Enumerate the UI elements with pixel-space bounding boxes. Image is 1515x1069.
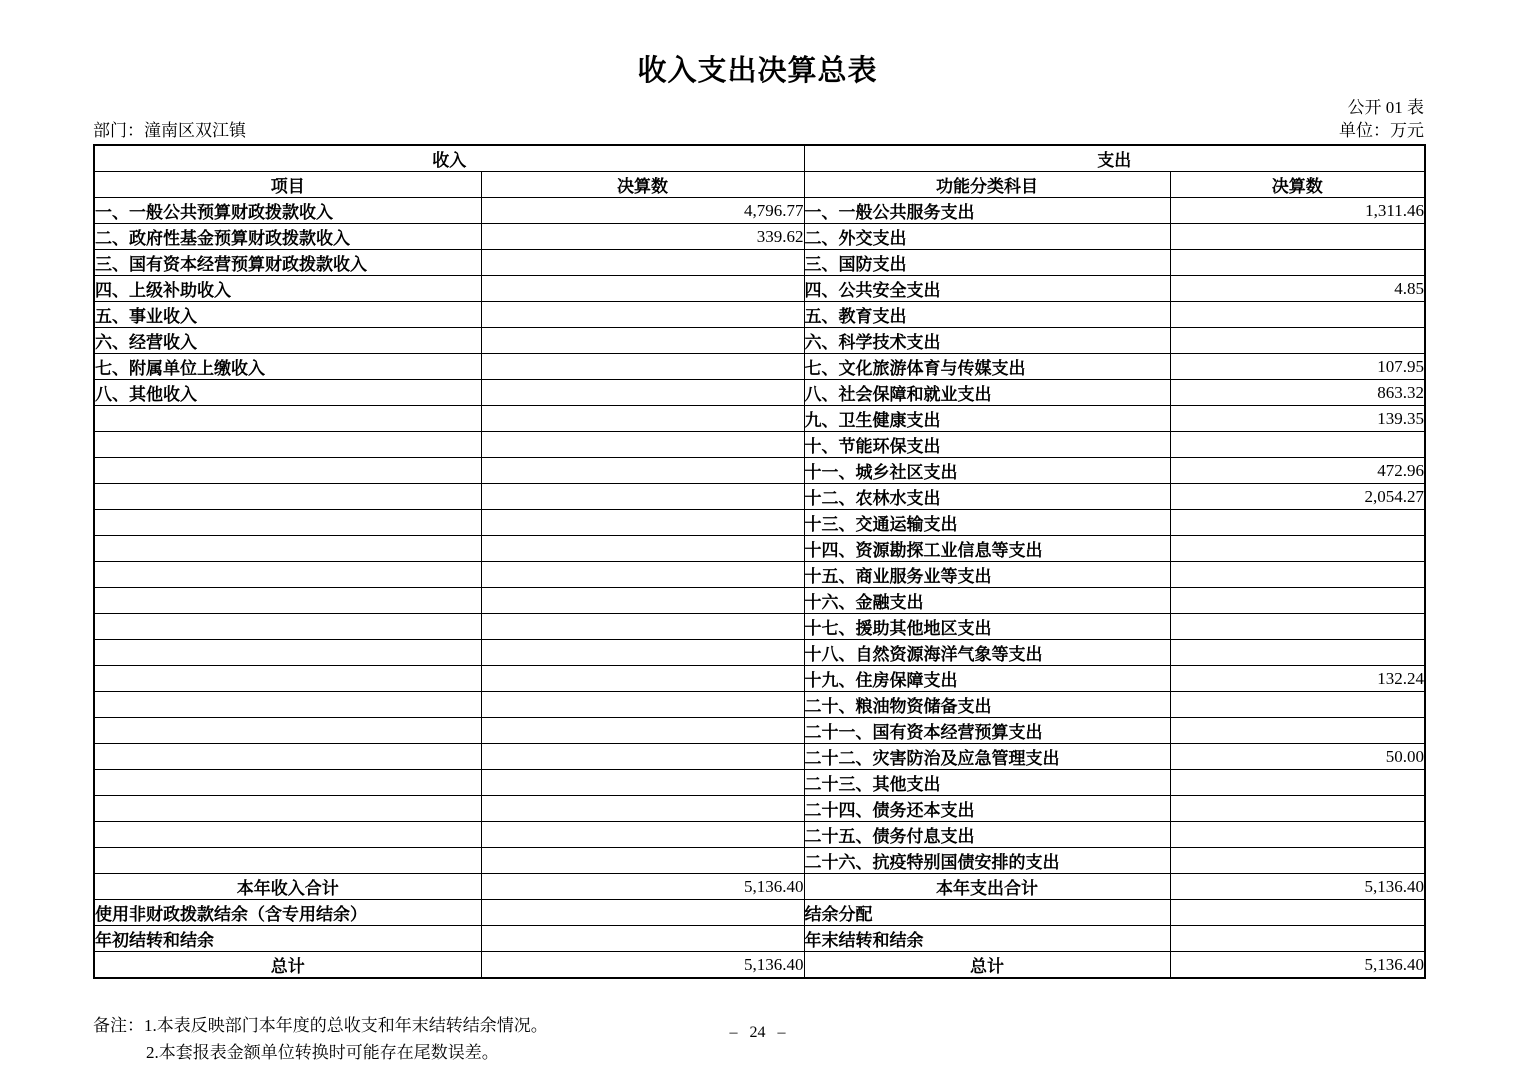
expense-value-cell — [1170, 770, 1425, 796]
expense-item-cell: 五、教育支出 — [804, 302, 1170, 328]
summary-row — [94, 952, 1425, 979]
income-value-cell — [481, 536, 804, 562]
expense-value-cell: 4.85 — [1170, 276, 1425, 302]
income-item-cell: 六、经营收入 — [94, 328, 481, 354]
income-item-cell: 七、附属单位上缴收入 — [94, 354, 481, 380]
table-row — [94, 640, 1425, 666]
table-row — [94, 796, 1425, 822]
expense-value-cell: 139.35 — [1170, 406, 1425, 432]
income-value-cell — [481, 744, 804, 770]
expense-value-cell — [1170, 614, 1425, 640]
expense-item-cell: 年末结转和结余 — [804, 926, 1170, 952]
expense-item-cell: 十九、住房保障支出 — [804, 666, 1170, 692]
expense-value-cell — [1170, 536, 1425, 562]
income-value-cell — [481, 692, 804, 718]
note-text-1: 1.本表反映部门本年度的总收支和年末结转结余情况。 — [144, 1016, 548, 1035]
income-value-cell — [481, 380, 804, 406]
expense-item-cell: 九、卫生健康支出 — [804, 406, 1170, 432]
income-item-cell — [94, 406, 481, 432]
expense-item-cell: 十五、商业服务业等支出 — [804, 562, 1170, 588]
table-row — [94, 224, 1425, 250]
summary-row — [94, 874, 1425, 900]
income-value-cell — [481, 250, 804, 276]
income-item-cell — [94, 796, 481, 822]
expense-item-cell: 二、外交支出 — [804, 224, 1170, 250]
column-header-income-item: 项目 — [94, 172, 481, 198]
expense-value-cell — [1170, 224, 1425, 250]
expense-value-cell — [1170, 796, 1425, 822]
expense-item-cell: 二十四、债务还本支出 — [804, 796, 1170, 822]
expense-item-cell: 三、国防支出 — [804, 250, 1170, 276]
table-row — [94, 614, 1425, 640]
expense-item-cell: 二十三、其他支出 — [804, 770, 1170, 796]
expense-item-cell: 二十、粮油物资储备支出 — [804, 692, 1170, 718]
expense-value-cell — [1170, 822, 1425, 848]
table-row — [94, 562, 1425, 588]
income-value-cell — [481, 770, 804, 796]
income-value-cell — [481, 588, 804, 614]
expense-value-cell — [1170, 562, 1425, 588]
table-row — [94, 666, 1425, 692]
table-row — [94, 250, 1425, 276]
expense-item-cell: 本年支出合计 — [804, 874, 1170, 900]
income-value-cell: 5,136.40 — [481, 952, 804, 979]
income-value-cell: 339.62 — [481, 224, 804, 250]
income-value-cell — [481, 822, 804, 848]
table-row — [94, 354, 1425, 380]
income-section-header: 收入 — [94, 145, 804, 172]
income-value-cell — [481, 432, 804, 458]
table-row — [94, 822, 1425, 848]
expense-item-cell: 二十五、债务付息支出 — [804, 822, 1170, 848]
expense-value-cell — [1170, 848, 1425, 874]
table-row — [94, 432, 1425, 458]
expense-item-cell: 十六、金融支出 — [804, 588, 1170, 614]
table-row — [94, 276, 1425, 302]
expense-value-cell — [1170, 510, 1425, 536]
table-row — [94, 718, 1425, 744]
expense-item-cell: 二十六、抗疫特别国债安排的支出 — [804, 848, 1170, 874]
income-value-cell — [481, 640, 804, 666]
expense-value-cell — [1170, 692, 1425, 718]
column-header-expense-function: 功能分类科目 — [804, 172, 1170, 198]
expense-value-cell: 107.95 — [1170, 354, 1425, 380]
expense-item-cell: 七、文化旅游体育与传媒支出 — [804, 354, 1170, 380]
table-row — [94, 458, 1425, 484]
table-row — [94, 328, 1425, 354]
income-value-cell — [481, 848, 804, 874]
income-value-cell — [481, 458, 804, 484]
expenditure-section-header: 支出 — [804, 145, 1425, 172]
income-item-cell — [94, 614, 481, 640]
table-row — [94, 692, 1425, 718]
expense-item-cell: 结余分配 — [804, 900, 1170, 926]
expense-value-cell — [1170, 588, 1425, 614]
income-item-cell: 一、一般公共预算财政拨款收入 — [94, 198, 481, 224]
income-item-cell — [94, 770, 481, 796]
expense-item-cell: 八、社会保障和就业支出 — [804, 380, 1170, 406]
income-item-cell: 四、上级补助收入 — [94, 276, 481, 302]
summary-row — [94, 900, 1425, 926]
table-row — [94, 536, 1425, 562]
expense-item-cell: 十三、交通运输支出 — [804, 510, 1170, 536]
expense-value-cell: 132.24 — [1170, 666, 1425, 692]
expense-item-cell: 十八、自然资源海洋气象等支出 — [804, 640, 1170, 666]
income-item-cell — [94, 822, 481, 848]
expense-item-cell: 四、公共安全支出 — [804, 276, 1170, 302]
income-expenditure-table — [93, 144, 1426, 979]
table-row — [94, 744, 1425, 770]
income-item-cell: 年初结转和结余 — [94, 926, 481, 952]
column-header-income-amount: 决算数 — [481, 172, 804, 198]
income-item-cell — [94, 510, 481, 536]
income-item-cell: 总计 — [94, 952, 481, 979]
expense-item-cell: 十、节能环保支出 — [804, 432, 1170, 458]
page-number: – 24 – — [729, 1024, 786, 1041]
expense-value-cell — [1170, 718, 1425, 744]
income-item-cell — [94, 536, 481, 562]
income-value-cell — [481, 926, 804, 952]
expense-item-cell: 十二、农林水支出 — [804, 484, 1170, 510]
note-line — [93, 1039, 1424, 1066]
expense-value-cell: 1,311.46 — [1170, 198, 1425, 224]
income-value-cell — [481, 302, 804, 328]
income-item-cell: 二、政府性基金预算财政拨款收入 — [94, 224, 481, 250]
income-value-cell — [481, 666, 804, 692]
expense-item-cell: 二十一、国有资本经营预算支出 — [804, 718, 1170, 744]
table-row — [94, 848, 1425, 874]
column-header-expense-amount: 决算数 — [1170, 172, 1425, 198]
column-header-row — [94, 172, 1425, 198]
income-item-cell — [94, 562, 481, 588]
note-text-2: 2.本套报表金额单位转换时可能存在尾数误差。 — [146, 1043, 499, 1062]
table-row — [94, 484, 1425, 510]
income-item-cell — [94, 848, 481, 874]
expense-value-cell: 2,054.27 — [1170, 484, 1425, 510]
income-value-cell — [481, 796, 804, 822]
unit-label: 单位：万元 — [1339, 121, 1424, 140]
department-label: 部门：潼南区双江镇 — [93, 121, 246, 140]
income-value-cell — [481, 718, 804, 744]
page-title: 收入支出决算总表 — [637, 55, 878, 87]
income-value-cell — [481, 510, 804, 536]
table-row — [94, 406, 1425, 432]
expense-item-cell: 一、一般公共服务支出 — [804, 198, 1170, 224]
income-value-cell — [481, 562, 804, 588]
table-row — [94, 302, 1425, 328]
income-item-cell — [94, 718, 481, 744]
income-item-cell — [94, 458, 481, 484]
table-code-label: 公开 01 表 — [1347, 98, 1424, 117]
expense-value-cell — [1170, 432, 1425, 458]
income-item-cell — [94, 692, 481, 718]
section-header-row — [94, 145, 1425, 172]
expense-value-cell: 863.32 — [1170, 380, 1425, 406]
expense-value-cell — [1170, 302, 1425, 328]
expense-value-cell: 5,136.40 — [1170, 952, 1425, 979]
expense-value-cell — [1170, 900, 1425, 926]
notes-label: 备注： — [93, 1016, 144, 1035]
income-value-cell: 4,796.77 — [481, 198, 804, 224]
expense-item-cell: 十一、城乡社区支出 — [804, 458, 1170, 484]
expense-item-cell: 六、科学技术支出 — [804, 328, 1170, 354]
table-row — [94, 510, 1425, 536]
income-item-cell: 本年收入合计 — [94, 874, 481, 900]
income-item-cell — [94, 666, 481, 692]
expense-value-cell — [1170, 328, 1425, 354]
expense-item-cell: 十七、援助其他地区支出 — [804, 614, 1170, 640]
income-item-cell — [94, 744, 481, 770]
income-value-cell: 5,136.40 — [481, 874, 804, 900]
income-item-cell — [94, 640, 481, 666]
expense-value-cell: 472.96 — [1170, 458, 1425, 484]
income-item-cell — [94, 484, 481, 510]
expense-item-cell: 十四、资源勘探工业信息等支出 — [804, 536, 1170, 562]
income-item-cell — [94, 432, 481, 458]
expense-value-cell: 5,136.40 — [1170, 874, 1425, 900]
table-row — [94, 198, 1425, 224]
income-value-cell — [481, 328, 804, 354]
expense-value-cell: 50.00 — [1170, 744, 1425, 770]
income-value-cell — [481, 354, 804, 380]
table-row — [94, 380, 1425, 406]
summary-row — [94, 926, 1425, 952]
income-item-cell: 三、国有资本经营预算财政拨款收入 — [94, 250, 481, 276]
income-item-cell: 使用非财政拨款结余（含专用结余） — [94, 900, 481, 926]
income-value-cell — [481, 614, 804, 640]
income-item-cell: 八、其他收入 — [94, 380, 481, 406]
table-row — [94, 770, 1425, 796]
expense-item-cell: 二十二、灾害防治及应急管理支出 — [804, 744, 1170, 770]
expense-value-cell — [1170, 640, 1425, 666]
income-value-cell — [481, 276, 804, 302]
expense-item-cell: 总计 — [804, 952, 1170, 979]
income-value-cell — [481, 484, 804, 510]
expense-value-cell — [1170, 250, 1425, 276]
income-value-cell — [481, 406, 804, 432]
table-row — [94, 588, 1425, 614]
income-item-cell: 五、事业收入 — [94, 302, 481, 328]
income-item-cell — [94, 588, 481, 614]
expense-value-cell — [1170, 926, 1425, 952]
income-value-cell — [481, 900, 804, 926]
